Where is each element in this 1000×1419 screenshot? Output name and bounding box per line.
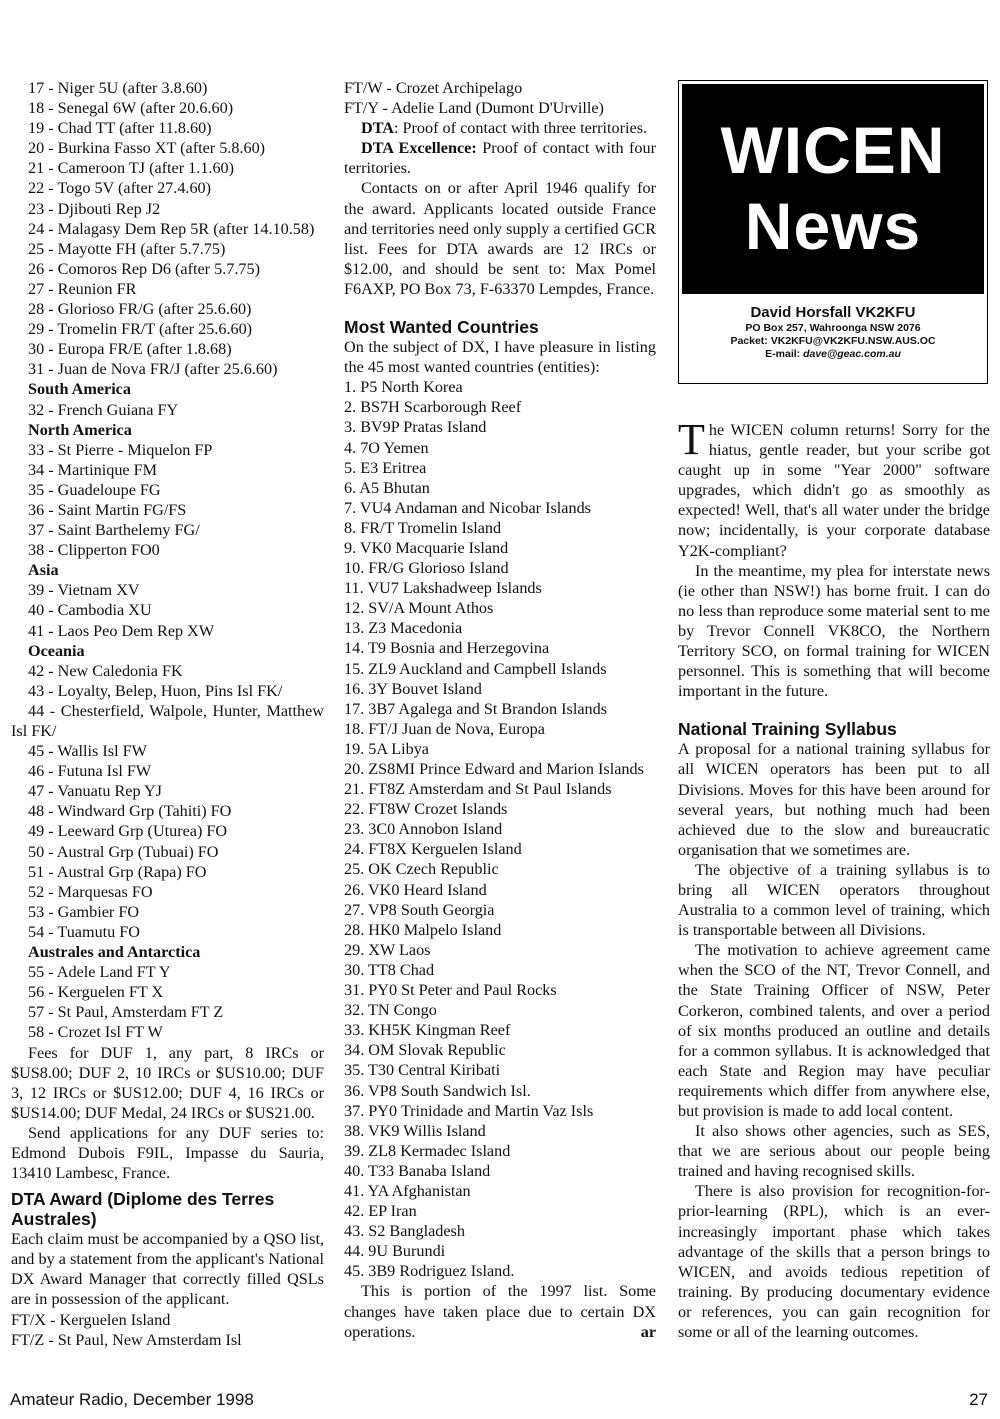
dta-text: : Proof of contact with three territories.: [393, 119, 648, 138]
most-wanted-heading: Most Wanted Countries: [344, 317, 539, 338]
contacts-paragraph: Contacts on or after April 1946 qualify for the award. Applicants located outside France and territories need only supply a certified GCR list. Fees for DTA awards are 12 IRCs or $12.00, and should be sent to: Max Pomel F6AXP, PO Box 73, F-63370 Lempdes, France.: [344, 179, 656, 298]
list-item: 18. FT/J Juan de Nova, Europa: [344, 719, 545, 738]
list-item: 31. PY0 St Peter and Paul Rocks: [344, 981, 557, 1000]
list-item: 45. 3B9 Rodriguez Island.: [344, 1262, 515, 1281]
list-item: 13. Z3 Macedonia: [344, 619, 463, 638]
list-item: 20. ZS8MI Prince Edward and Marion Islands: [344, 760, 644, 778]
most-wanted-intro: On the subject of DX, I have pleasure in listing the 45 most wanted countries (entities):: [344, 338, 656, 377]
list-item: 19. 5A Libya: [344, 739, 429, 758]
column-middle: [344, 78, 656, 1342]
list-item: 33. KH5K Kingman Reef: [344, 1021, 511, 1040]
list-item: 28. HK0 Malpelo Island: [344, 920, 502, 939]
list-item: 20 - Burkina Fasso XT (after 5.8.60): [28, 139, 266, 158]
email-label: E-mail:: [765, 348, 801, 360]
list-item: 29 - Tromelin FR/T (after 25.6.60): [28, 320, 253, 339]
list-item: 15. ZL9 Auckland and Campbell Islands: [344, 659, 607, 678]
list-item: 37 - Saint Barthelemy FG/: [28, 521, 200, 540]
list-item: 4. 7O Yemen: [344, 438, 429, 457]
list-item: 35 - Guadeloupe FG: [28, 480, 161, 499]
list-item: 24 - Malagasy Dem Rep 5R (after 14.10.58): [28, 219, 315, 238]
author-email-line: [679, 348, 987, 361]
list-item: 18 - Senegal 6W (after 20.6.60): [28, 99, 234, 118]
duf-list-south-america: [11, 400, 324, 420]
category-asia: Asia: [28, 561, 59, 580]
list-item: 51 - Austral Grp (Rapa) FO: [28, 862, 207, 881]
list-item: 3. BV9P Pratas Island: [344, 418, 487, 437]
motivation-paragraph: The motivation to achieve agreement came when the SCO of the NT, Trevor Connell, and the State Training Officer of NSW, Peter Corkeron, combined talents, and over a period of six months produced an outline and details for a common syllabus. It is acknowledged that each State and Region may have peculiar requirements which differ from anywhere else, but provision is made to add local content.: [678, 941, 990, 1120]
duf-list-oceania: [11, 661, 324, 701]
list-item: 38 - Clipperton FO0: [28, 541, 160, 560]
end-mark: ar: [640, 1322, 656, 1341]
list-item: 50 - Austral Grp (Tubuai) FO: [28, 842, 219, 861]
list-item: 56 - Kerguelen FT X: [28, 983, 164, 1002]
banner-title-wicen: WICEN: [720, 113, 946, 187]
meantime-paragraph: In the meantime, my plea for interstate news (ie other than NSW!) has borne fruit. I can do no less than reproduce some material sent to me by Trevor Connell VK8CO, the Northern Territory SCO, on formal training for WICEN personnel. This is something that will become important in the future.: [678, 561, 990, 701]
dta-excellence-paragraph: [344, 138, 656, 178]
duf-list-asia: [11, 580, 324, 640]
dta-excellence-lead: DTA Excellence:: [361, 139, 477, 158]
author-packet: Packet: VK2KFU@VK2KFU.NSW.AUS.OC: [730, 335, 936, 347]
list-item: 31 - Juan de Nova FR/J (after 25.6.60): [28, 360, 278, 379]
list-item: 52 - Marquesas FO: [28, 882, 153, 901]
list-item: 36. VP8 South Sandwich Isl.: [344, 1081, 531, 1100]
list-item: 29. XW Laos: [344, 940, 431, 959]
list-item: 49 - Leeward Grp (Uturea) FO: [28, 822, 228, 841]
list-item: 58 - Crozet Isl FT W: [28, 1023, 163, 1042]
duf-list-north-america: [11, 440, 324, 561]
list-item: 38. VK9 Willis Island: [344, 1121, 486, 1140]
list-item: 42 - New Caledonia FK: [28, 661, 183, 680]
list-item: 27. VP8 South Georgia: [344, 900, 495, 919]
banner-title-news: News: [744, 189, 922, 263]
list-item: 22. FT8W Crozet Islands: [344, 800, 508, 819]
list-item: 40 - Cambodia XU: [28, 601, 152, 620]
closing-paragraph: [344, 1281, 656, 1341]
proposal-paragraph: A proposal for a national training syllabus for all WICEN operators has been put to all Divisions. Moves for this have been around for several years, but nothing much had been achieved due to the slow and bureaucratic organisation that we sometimes are.: [678, 740, 990, 859]
category-australes: Australes and Antarctica: [28, 943, 201, 962]
list-item: 25 - Mayotte FH (after 5.7.75): [28, 239, 226, 258]
list-item: 26. VK0 Heard Island: [344, 880, 487, 899]
duf-list-africa: [11, 78, 324, 379]
intro-paragraph: [678, 415, 990, 561]
list-item: 11. VU7 Lakshadweep Islands: [344, 579, 542, 598]
list-item: 21 - Cameroon TJ (after 1.1.60): [28, 159, 235, 178]
list-item: 55 - Adele Land FT Y: [28, 963, 171, 982]
list-item: 41. YA Afghanistan: [344, 1181, 471, 1200]
national-training-heading: National Training Syllabus: [678, 719, 897, 740]
duf-list-oceania-cont: [11, 741, 324, 942]
list-item: 33 - St Pierre - Miquelon FP: [28, 440, 213, 459]
column-right: [678, 415, 990, 1342]
claim-paragraph: Each claim must be accompanied by a QSO list, and by a statement from the applicant's National DX Award Manager that correctly filled QSLs are in possession of the applicant.: [11, 1230, 324, 1309]
list-item: 36 - Saint Martin FG/FS: [28, 500, 187, 519]
agencies-paragraph: It also shows other agencies, such as SES, that we are serious about our people being trained and having recognised skills.: [678, 1122, 990, 1181]
closing-text: This is portion of the 1997 list. Some changes have taken place due to certain DX operations.: [344, 1282, 656, 1341]
list-item: 43 - Loyalty, Belep, Huon, Pins Isl FK/: [28, 681, 283, 700]
author-email: dave@geac.com.au: [803, 348, 901, 360]
list-item: 21. FT8Z Amsterdam and St Paul Islands: [344, 780, 612, 799]
list-item: 57 - St Paul, Amsterdam FT Z: [28, 1003, 224, 1022]
list-item: 14. T9 Bosnia and Herzegovina: [344, 639, 550, 658]
fees-paragraph: Fees for DUF 1, any part, 8 IRCs or $US8.00; DUF 2, 10 IRCs or $US10.00; DUF 3, 12 IRCs or $US12.00; DUF 4, 16 IRCs or $US14.00; DUF Medal, 24 IRCs or $US21.00.: [11, 1043, 324, 1122]
list-item: 35. T30 Central Kiribati: [344, 1061, 501, 1080]
send-paragraph: Send applications for any DUF series to: Edmond Dubois F9IL, Impasse du Sauria, 13410 Lambesc, France.: [11, 1123, 324, 1183]
list-item: 40. T33 Banaba Island: [344, 1161, 491, 1180]
author-info: [679, 303, 987, 361]
list-item: 12. SV/A Mount Athos: [344, 599, 494, 618]
dta-excellence-text: Proof of contact with four territories.: [344, 139, 656, 178]
category-oceania: Oceania: [28, 641, 85, 660]
intro-text: he WICEN column returns! Sorry for the hiatus, gentle reader, but your scribe got caught up in some "Year 2000" software upgrades, which didn't go as smoothly as expected! Well, that's all water under the bridge now; incidentally, is your corporate database Y2K-compliant?: [678, 421, 990, 560]
list-item: 2. BS7H Scarborough Reef: [344, 398, 522, 417]
list-item: 32 - French Guiana FY: [28, 400, 179, 419]
list-item: 37. PY0 Trinidade and Martin Vaz Isls: [344, 1101, 594, 1120]
dta-list: [11, 1310, 324, 1350]
most-wanted-list: [344, 377, 656, 1281]
list-item: 34 - Martinique FM: [28, 460, 158, 479]
footer-publication: Amateur Radio, December 1998: [10, 1390, 254, 1409]
list-item: 45 - Wallis Isl FW: [28, 742, 147, 761]
column-left: [11, 78, 324, 1350]
list-item: 16. 3Y Bouvet Island: [344, 679, 482, 698]
dta-lead: DTA: [361, 119, 394, 138]
list-item: 7. VU4 Andaman and Nicobar Islands: [344, 498, 591, 517]
list-item: 47 - Vanuatu Rep YJ: [28, 782, 162, 801]
list-item: 39. ZL8 Kermadec Island: [344, 1141, 511, 1160]
list-item: 10. FR/G Glorioso Island: [344, 559, 509, 578]
wicen-news-banner: [682, 84, 984, 294]
duf-item-44: 44 - Chesterfield, Walpole, Hunter, Matthew Isl FK/: [11, 701, 324, 740]
objective-paragraph: The objective of a training syllabus is to bring all WICEN operators throughout Australia to a common level of training, which is transportable between all Divisions.: [678, 860, 990, 940]
list-item: 8. FR/T Tromelin Island: [344, 518, 502, 537]
dta-list-cont: [344, 78, 656, 118]
list-item: FT/X - Kerguelen Island: [11, 1310, 171, 1329]
list-item: 28 - Glorioso FR/G (after 25.6.60): [28, 300, 252, 319]
author-name: David Horsfall VK2KFU: [750, 304, 916, 321]
list-item: FT/Y - Adelie Land (Dumont D'Urville): [344, 99, 604, 118]
dta-paragraph: [344, 118, 656, 138]
list-item: 25. OK Czech Republic: [344, 860, 499, 879]
list-item: 32. TN Congo: [344, 1001, 437, 1020]
list-item: 42. EP Iran: [344, 1202, 417, 1221]
list-item: 43. S2 Bangladesh: [344, 1222, 465, 1241]
list-item: 5. E3 Eritrea: [344, 458, 427, 477]
duf-list-australes: [11, 962, 324, 1042]
list-item: 30. TT8 Chad: [344, 960, 435, 979]
list-item: 24. FT8X Kerguelen Island: [344, 840, 522, 859]
list-item: 17. 3B7 Agalega and St Brandon Islands: [344, 699, 608, 718]
drop-cap: T: [678, 415, 705, 464]
list-item: 22 - Togo 5V (after 27.4.60): [28, 179, 212, 198]
rpl-paragraph: There is also provision for recognition-for-prior-learning (RPL), which is an ever-increasingly important phase which takes advantage of the skills that a person brings to WICEN, and avoids tedious repetition of training. By producing documentary evidence or references, you can gain recognition for some or all of the learning outcomes.: [678, 1182, 990, 1342]
list-item: 41 - Laos Peo Dem Rep XW: [28, 621, 215, 640]
list-item: 54 - Tuamutu FO: [28, 922, 140, 941]
list-item: 1. P5 North Korea: [344, 378, 463, 397]
author-address: PO Box 257, Wahroonga NSW 2076: [745, 322, 921, 334]
category-north-america: North America: [28, 420, 132, 439]
list-item: 19 - Chad TT (after 11.8.60): [28, 119, 212, 138]
list-item: 39 - Vietnam XV: [28, 581, 140, 600]
list-item: 9. VK0 Macquarie Island: [344, 538, 509, 557]
list-item: 23. 3C0 Annobon Island: [344, 820, 503, 839]
list-item: 26 - Comoros Rep D6 (after 5.7.75): [28, 259, 260, 278]
list-item: 46 - Futuna Isl FW: [28, 762, 152, 781]
list-item: 30 - Europa FR/E (after 1.8.68): [28, 340, 232, 359]
list-item: 53 - Gambier FO: [28, 902, 140, 921]
list-item: 23 - Djibouti Rep J2: [28, 199, 161, 218]
list-item: 44. 9U Burundi: [344, 1242, 446, 1261]
list-item: 48 - Windward Grp (Tahiti) FO: [28, 802, 232, 821]
dta-award-heading: DTA Award (Diplome des Terres Australes): [11, 1189, 275, 1230]
list-item: 34. OM Slovak Republic: [344, 1041, 506, 1060]
footer-page-number: 27: [969, 1390, 988, 1409]
list-item: FT/W - Crozet Archipelago: [344, 79, 523, 97]
list-item: 17 - Niger 5U (after 3.8.60): [28, 79, 208, 97]
list-item: FT/Z - St Paul, New Amsterdam Isl: [11, 1330, 242, 1349]
wicen-news-box: [678, 80, 988, 384]
list-item: 6. A5 Bhutan: [344, 478, 430, 497]
category-south-america: South America: [28, 380, 131, 399]
list-item: 27 - Reunion FR: [28, 279, 137, 298]
